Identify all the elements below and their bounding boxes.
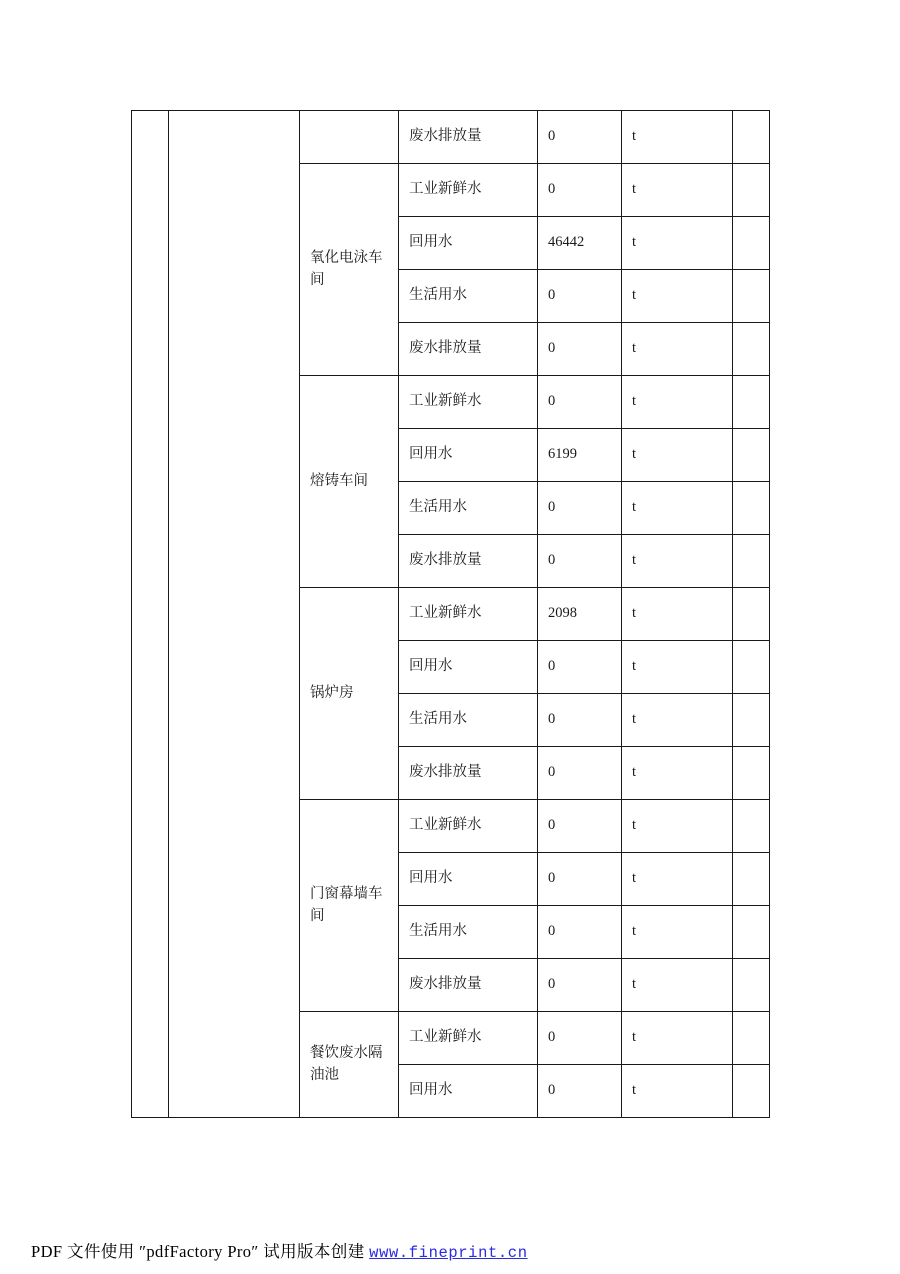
item-value: 0	[538, 747, 622, 800]
item-value: 46442	[538, 217, 622, 270]
item-name: 回用水	[399, 217, 538, 270]
group-label-4: 餐饮废水隔油池	[300, 1012, 399, 1118]
item-note	[733, 535, 770, 588]
item-unit: t	[622, 747, 733, 800]
group-label-0: 氧化电泳车间	[300, 164, 399, 376]
item-unit: t	[622, 217, 733, 270]
item-unit: t	[622, 111, 733, 164]
item-name: 回用水	[399, 641, 538, 694]
item-unit: t	[622, 376, 733, 429]
item-unit: t	[622, 1065, 733, 1118]
item-note	[733, 747, 770, 800]
item-note	[733, 641, 770, 694]
item-unit: t	[622, 482, 733, 535]
item-value: 0	[538, 482, 622, 535]
item-name: 生活用水	[399, 906, 538, 959]
item-name: 废水排放量	[399, 111, 538, 164]
item-value: 0	[538, 641, 622, 694]
item-note	[733, 270, 770, 323]
subcategory-span-cell	[169, 111, 300, 1118]
item-unit: t	[622, 323, 733, 376]
item-name: 废水排放量	[399, 535, 538, 588]
item-value: 2098	[538, 588, 622, 641]
item-note	[733, 164, 770, 217]
item-value: 6199	[538, 429, 622, 482]
item-value: 0	[538, 906, 622, 959]
item-name: 废水排放量	[399, 323, 538, 376]
item-note	[733, 906, 770, 959]
table-body	[132, 111, 770, 1118]
item-value: 0	[538, 853, 622, 906]
item-unit: t	[622, 1012, 733, 1065]
item-value: 0	[538, 535, 622, 588]
item-note	[733, 853, 770, 906]
item-value: 0	[538, 376, 622, 429]
group-label-1: 熔铸车间	[300, 376, 399, 588]
item-name: 工业新鲜水	[399, 800, 538, 853]
item-note	[733, 217, 770, 270]
item-unit: t	[622, 800, 733, 853]
item-name: 生活用水	[399, 482, 538, 535]
table-row	[132, 111, 770, 164]
item-name: 回用水	[399, 1065, 538, 1118]
item-note	[733, 482, 770, 535]
item-value: 0	[538, 1012, 622, 1065]
item-name: 生活用水	[399, 694, 538, 747]
item-name: 工业新鲜水	[399, 1012, 538, 1065]
item-value: 0	[538, 323, 622, 376]
item-note	[733, 588, 770, 641]
item-value: 0	[538, 111, 622, 164]
item-note	[733, 376, 770, 429]
item-value: 0	[538, 1065, 622, 1118]
item-unit: t	[622, 959, 733, 1012]
item-unit: t	[622, 853, 733, 906]
group-label-3: 门窗幕墙车间	[300, 800, 399, 1012]
item-unit: t	[622, 164, 733, 217]
item-value: 0	[538, 270, 622, 323]
item-note	[733, 429, 770, 482]
item-unit: t	[622, 270, 733, 323]
item-name: 废水排放量	[399, 959, 538, 1012]
item-note	[733, 800, 770, 853]
group-label-continued	[300, 111, 399, 164]
item-unit: t	[622, 588, 733, 641]
water-usage-table	[131, 110, 770, 1118]
item-name: 工业新鲜水	[399, 164, 538, 217]
item-note	[733, 694, 770, 747]
item-name: 废水排放量	[399, 747, 538, 800]
item-name: 回用水	[399, 853, 538, 906]
footer-text: PDF 文件使用 ″pdfFactory Pro″ 试用版本创建	[31, 1242, 370, 1261]
group-label-2: 锅炉房	[300, 588, 399, 800]
item-unit: t	[622, 429, 733, 482]
fineprint-link[interactable]: www.fineprint.cn	[369, 1244, 528, 1262]
item-value: 0	[538, 959, 622, 1012]
item-note	[733, 1065, 770, 1118]
item-unit: t	[622, 641, 733, 694]
item-unit: t	[622, 535, 733, 588]
item-value: 0	[538, 800, 622, 853]
item-unit: t	[622, 906, 733, 959]
item-note	[733, 959, 770, 1012]
item-name: 工业新鲜水	[399, 588, 538, 641]
category-span-cell	[132, 111, 169, 1118]
item-note	[733, 111, 770, 164]
item-unit: t	[622, 694, 733, 747]
item-name: 生活用水	[399, 270, 538, 323]
item-name: 回用水	[399, 429, 538, 482]
item-note	[733, 1012, 770, 1065]
item-note	[733, 323, 770, 376]
item-name: 工业新鲜水	[399, 376, 538, 429]
item-value: 0	[538, 164, 622, 217]
pdf-footer-notice	[31, 1238, 528, 1262]
item-value: 0	[538, 694, 622, 747]
